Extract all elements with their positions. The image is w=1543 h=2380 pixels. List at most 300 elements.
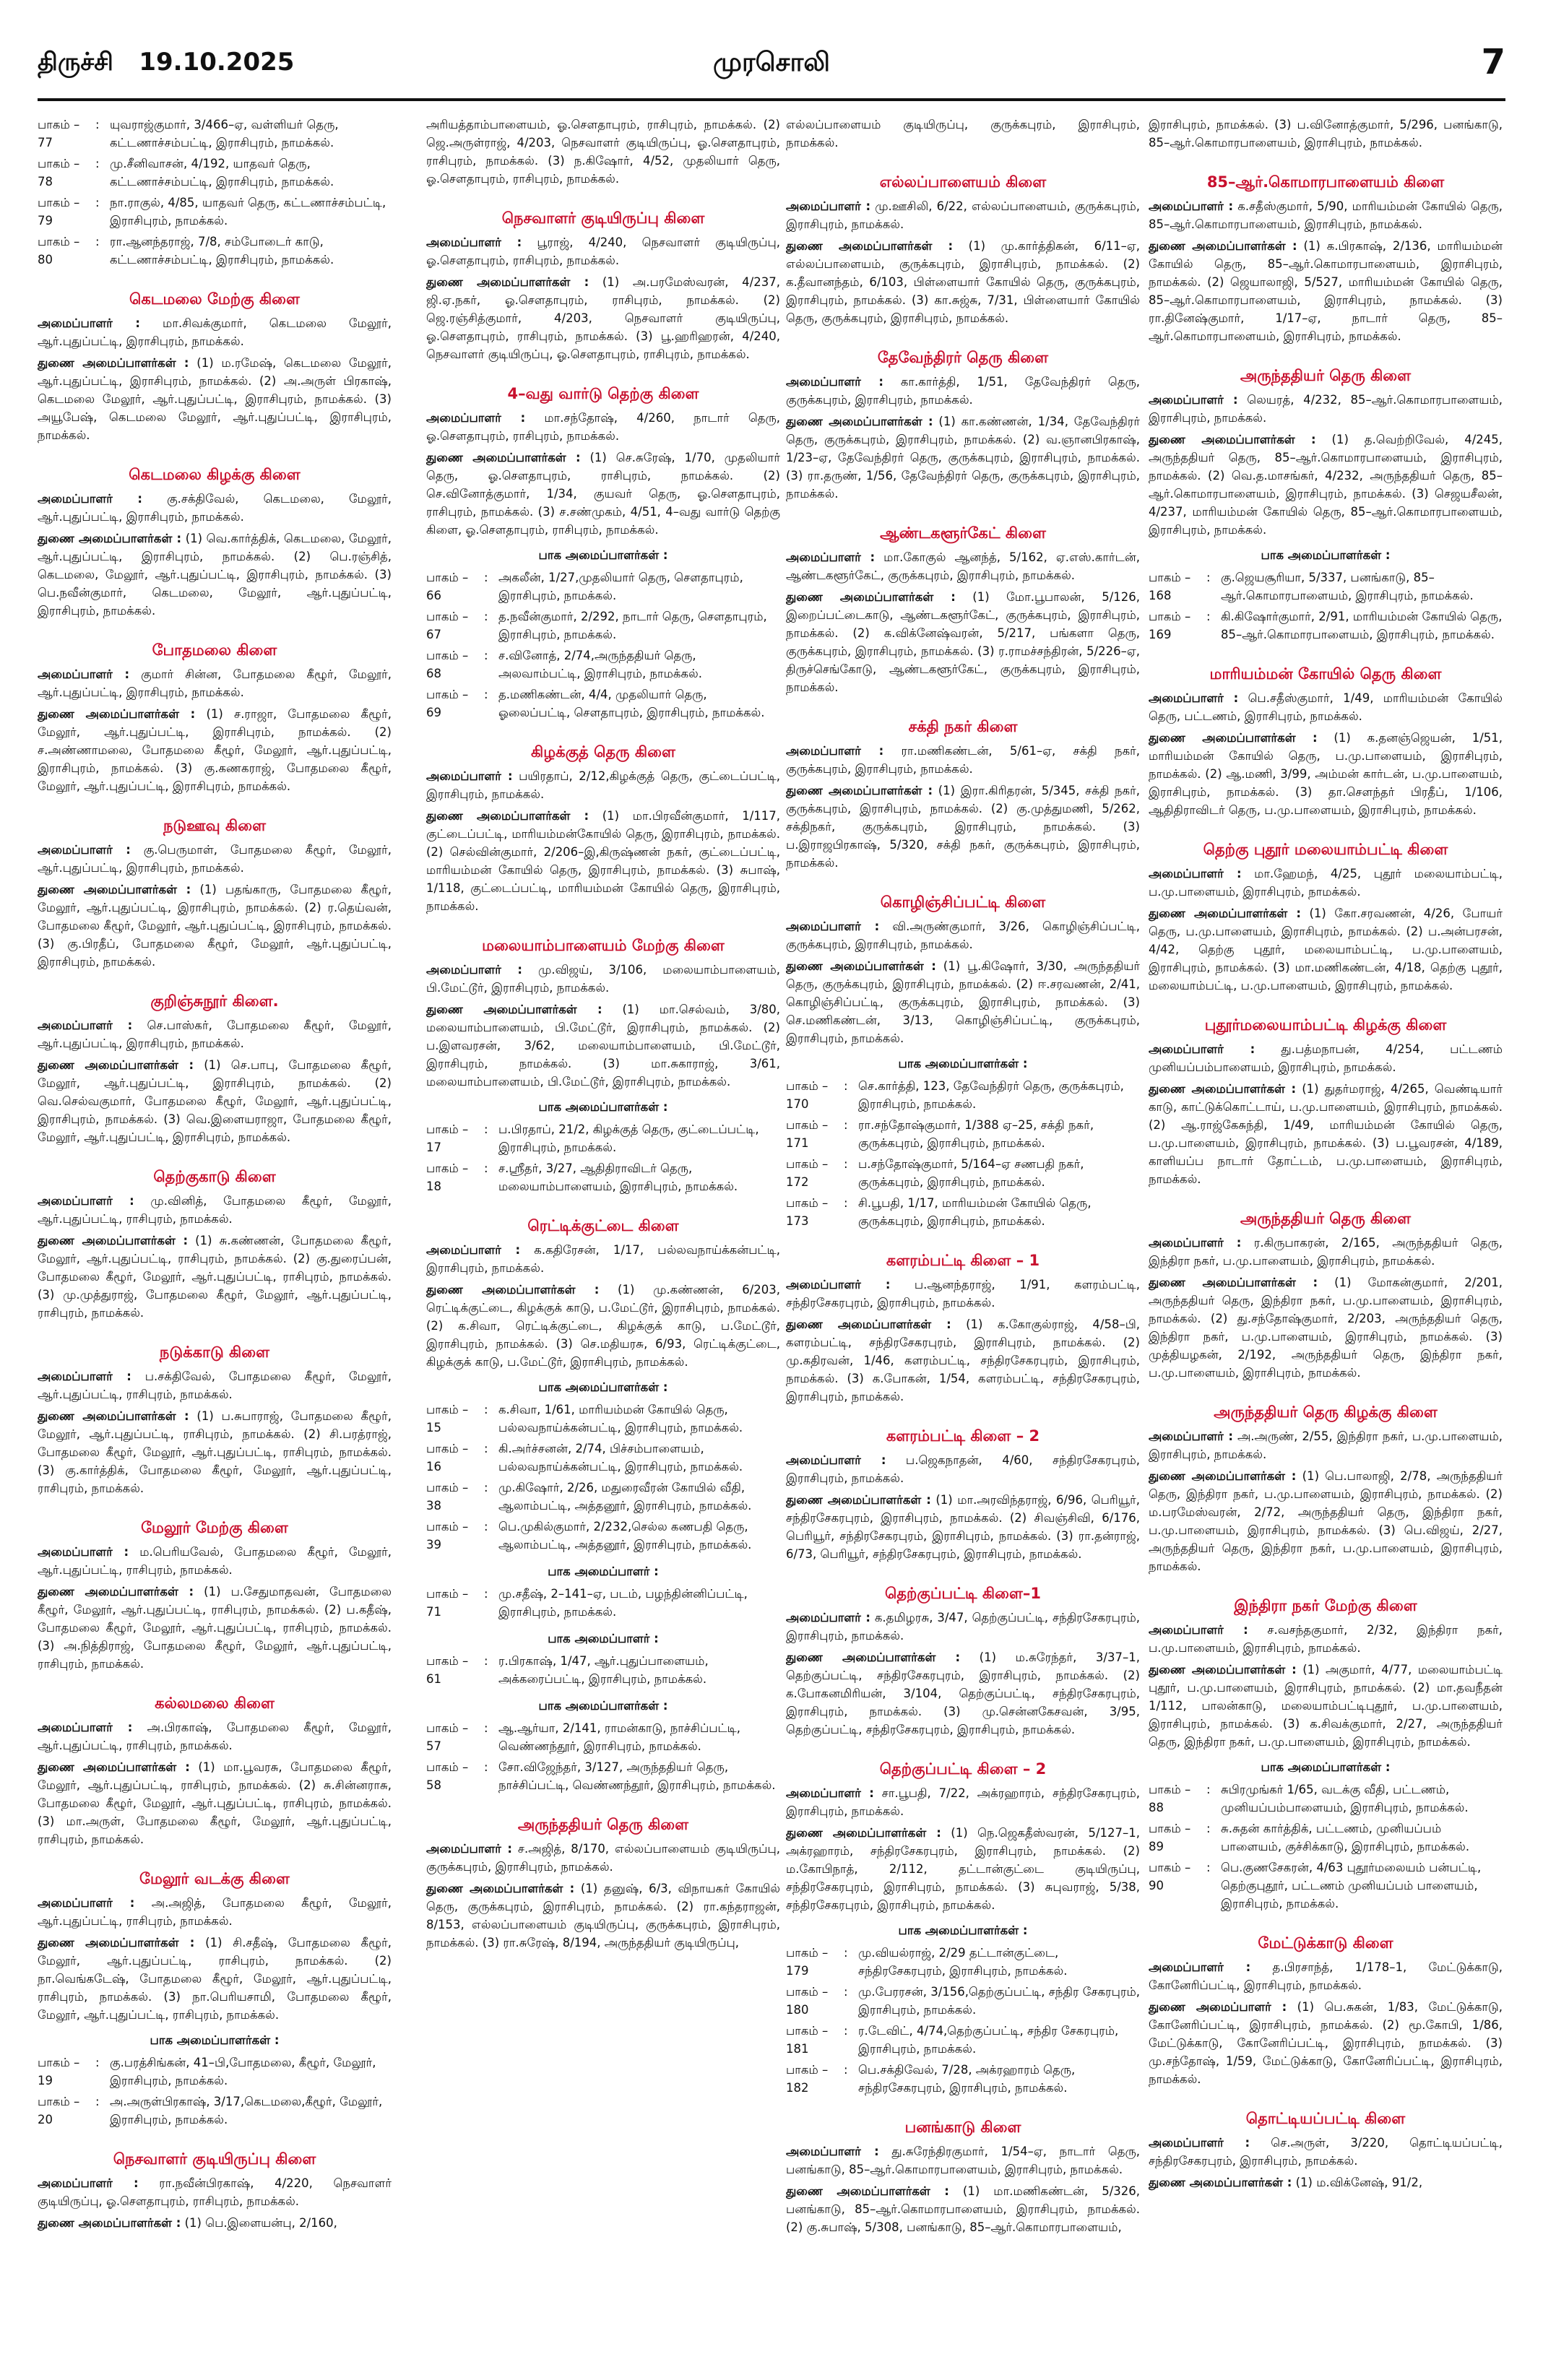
branch-title: மேலூர் வடக்கு கிளை [139,1870,290,1887]
officer-entry [1149,1958,1503,1994]
booth-organizers-heading: பாக அமைப்பாளர்கள் : [538,1380,668,1394]
officer-details: (1) கா.கண்ணன், 1/34, தேவேந்திரர் தெரு, குருக்கபுரம், இராசிபுரம், நாமக்கல். (2) வ.ஞானபிரகாஷ், 1/23–ஏ, தேவேந்திரர் தெரு, குருக்கபுரம், இராசிபுரம், நாமக்கல். (3) ரா.தருண், 1/56, தேவேந்திரர் தெரு, குருக்கபுரம், இராசிபுரம், நாமக்கல். [786,415,1140,501]
officer-entry [1149,1467,1503,1575]
officer-details: து.சுரேந்திரகுமார், 1/54–ஏ, நாடார் தெரு, பனங்காடு, 85–ஆர்.கொமாரபாளையம், இராசிபுரம், நாமக்கல். [786,2145,1140,2176]
role-label: அமைப்பாளர் : [38,2176,139,2190]
role-label: அமைப்பாளர் : [426,769,513,783]
booth-row [426,1652,780,1688]
officer-details: ப.ஆனந்தராஜ், 1/91, களரம்பட்டி, சந்திரசேகரபுரம், இராசிபுரம், நாமக்கல். [786,1278,1140,1310]
role-label: அமைப்பாளர் : [38,667,130,681]
colon-separator: : [844,1196,848,1210]
role-label: துணை அமைப்பாளர்கள் : [426,809,589,823]
branch-title: ரெட்டிக்குட்டை கிளை [527,1217,679,1234]
branch-title: தொட்டியப்பட்டி கிளை [1245,2110,1406,2127]
officer-details: பயிரதாப், 2/12,கிழக்குத் தெரு, குட்டைப்பட்டி, இராசிபுரம், நாமக்கல். [426,769,780,801]
booth-row [426,1518,780,1554]
booth-details: யுவராஜ்குமார், 3/466–ஏ, வள்ளியர் தெரு, கட்டணாச்சம்பட்டி, இராசிபுரம், நாமக்கல். [110,118,339,150]
officer-entry [1149,689,1503,725]
officer-entry [1149,1080,1503,1188]
officer-entry [38,1543,392,1579]
officer-entry [38,1934,392,2024]
officer-details: மா.ஹேமந், 4/25, புதூர் மலையாம்பட்டி, ப.மு.பாளையம், இராசிபுரம், நாமக்கல். [1149,867,1503,899]
officer-entry [786,1276,1140,1312]
branch-section [38,992,392,1146]
officer-details: (1) துதர்மராஜ், 4/265, வெண்டியார் காடு, காட்டுக்கொட்டாய், ப.மு.பாளையம், இராசிபுரம், நாமக்கல். (2) ஆ.ராஜ்கேசுந்தி, 1/49, மாரியம்மன் கோயில் தெரு, ப.மு.பாளையம், இராசிபுரம், நாமக்கல். (3) ப.பூவரசன், 4/189, காளியப்ப நாடார் தோட்டம், ப.மு.பாளையம், இராசிபுரம், நாமக்கல். [1149,1082,1503,1186]
officer-details: (1) பதங்காரு, போதமலை கீழூர், மேலூர், ஆர்.புதுப்பட்டி, இராசிபுரம், நாமக்கல். (2) ர.தெய்வன், போதமலை கீழூர், மேலூர், ஆர்.புதுப்பட்டி, இராசிபுரம், நாமக்கல். (3) கு.பிரதீப், போதமலை கீழூர், மேலூர், ஆர்.புதுப்பட்டி, இராசிபுரம், நாமக்கல். [38,883,392,969]
booth-details: ஆ.ஆர்யா, 2/141, ராமன்காடு, நாச்சிப்பட்டி, வெண்ணந்தூர், இராசிபுரம், நாமக்கல். [498,1721,741,1753]
branch-section [786,524,1140,696]
booth-number: பாகம் – 169 [1149,610,1191,641]
booth-row [426,646,780,683]
branch-section [38,290,392,444]
officer-details: (1) க.தனஞ்ஜெயன், 1/51, மாரியம்மன் கோயில் தெரு, ப.மு.பாளையம், இராசிபுரம், நாமக்கல். (2) ஆ.மணி, 3/99, அம்மன் கார்டன், ப.மு.பாளையம், இராசிபுரம், நாமக்கல். (3) தா.சௌந்தர் பிரதீப், 1/106, ஆதிதிராவிடர் தெரு, ப.மு.பாளையம், இராசிபுரம், நாமக்கல். [1149,731,1503,817]
role-label: துணை அமைப்பாளர்கள் : [38,1585,194,1598]
role-label: துணை அமைப்பாளர்கள் : [786,1317,951,1331]
colon-separator: : [484,1587,488,1601]
officer-details: (1) ச.ராஜா, போதமலை கீழூர், மேலூர், ஆர்.புதுப்பட்டி, இராசிபுரம், நாமக்கல். (2) ச.அண்ணாமலை, போதமலை கீழூர், மேலூர், ஆர்.புதுப்பட்டி, இராசிபுரம், நாமக்கல். (3) கு.கணகராஜ், போதமலை கீழூர், மேலூர், ஆர்.புதுப்பட்டி, இராசிபுரம், நாமக்கல். [38,707,392,793]
role-label: துணை அமைப்பாளர்கள் : [1149,1082,1297,1096]
branch-section [1149,367,1503,644]
officer-entry [38,880,392,971]
officer-entry [426,961,780,997]
officer-details: க.சதீஸ்குமார், 5/90, மாரியம்மன் கோயில் தெரு, 85–ஆர்.கொமாரபாளையம், இராசிபுரம், நாமக்கல். [1149,199,1503,231]
officer-entry [786,1784,1140,1820]
officer-entry [786,1648,1140,1739]
branch-title: போதமலை கிளை [152,641,277,659]
officer-details: (1) கோ.சரவணன், 4/26, போயர் தெரு, ப.மு.பாளையம், இராசிபுரம், நாமக்கல். (2) ப.அன்பரசன், 4/42, தெற்கு புதூர், மலையாம்பட்டி, ப.மு.பாளையம், இராசிபுரம், நாமக்கல். (3) மா.மணிகண்டன், 4/18, தெற்கு புதூர், மலையாம்பட்டி, ப.மு.பாளையம், இராசிபுரம், நாமக்கல். [1149,906,1503,992]
booth-number: பாகம் – 66 [426,571,469,602]
booth-number: பாகம் – 168 [1149,571,1191,602]
role-label: துணை அமைப்பாளர்கள் : [1149,731,1318,745]
branch-section [426,1697,780,1794]
booth-number: பாகம் – 19 [38,2056,80,2087]
booth-details: கு.பரத்சிங்கன், 41–பி,போதமலை, கீழூர், மேலூர், இராசிபுரம், நாமக்கல். [110,2056,376,2087]
role-label: துணை அமைப்பாளர்கள் : [1149,1663,1297,1676]
officer-entry [786,548,1140,584]
branch-title: கல்லமலை கிளை [155,1695,275,1712]
role-label: துணை அமைப்பாளர்கள் : [426,451,581,464]
booth-number: பாகம் – 88 [1149,1783,1191,1814]
officer-entry [38,1016,392,1052]
officer-details: (1) பெ.இளையன்பு, 2/160, [184,2216,337,2230]
booth-row [426,568,780,605]
branch-section [1149,1934,1503,2088]
colon-separator: : [484,649,488,662]
officer-entry [786,2142,1140,2178]
role-label: அமைப்பாளர் : [1149,393,1238,407]
booth-row [1149,1780,1503,1817]
officer-entry [1149,729,1503,819]
branch-title: தெற்குப்பட்டி கிளை–1 [885,1585,1041,1602]
booth-details: ரா.ஆனந்தராஜ், 7/8, சம்போடைர் காடு, கட்டணாச்சம்பட்டி, இராசிபுரம், நாமக்கல். [110,235,334,267]
officer-entry [426,233,780,269]
booth-number: பாகம் – 17 [426,1122,469,1154]
colon-separator: : [844,1946,848,1960]
officer-details: (1) நெ.ஜெகதீஸ்வரன், 5/127–1, அக்ரஹாரம், சந்திரசேகரபுரம், இராசிபுரம், நாமக்கல். (2) ம.கோபிநாத், 2/112, தட்டான்குட்டை குடியிருப்பு, சந்திரசேகரபுரம், இராசிபுரம், நாமக்கல். (3) சுபுவராஜ், 5/38, சந்திரசேகரபுரம், இராசிபுரம், நாமக்கல். [786,1826,1140,1912]
branch-section [1149,1016,1503,1188]
role-label: அமைப்பாளர் : [786,919,880,933]
role-label: அமைப்பாளர் : [38,492,143,506]
booth-details: அ.அருள்பிரகாஷ், 3/17,கெடமலை,கீழூர், மேலூர், இராசிபுரம், நாமக்கல். [110,2095,383,2126]
booth-number: பாகம் – 16 [426,1442,469,1474]
issue-date: 19.10.2025 [139,48,295,77]
booth-details: மு.பேரரசன், 3/156,தெற்குப்பட்டி, சந்திர சேகரபுரம், இராசிபுரம், நாமக்கல். [858,1985,1140,2017]
booth-number: பாகம் – 181 [786,2024,829,2056]
branch-title: கொழிஞ்சிப்பட்டி கிளை [880,893,1046,911]
colon-separator: : [484,1520,488,1533]
booth-details: சோ.விஜேந்தர், 3/127, அருந்ததியர் தெரு, நாச்சிப்பட்டி, வெண்ணந்தூர், இராசிபுரம், நாமக்கல். [498,1760,776,1792]
officer-details: மா.கோகுல் ஆனந்த், 5/162, ஏ.எஸ்.கார்டன், ஆண்டகளூர்கேட், குருக்கபுரம், இராசிபுரம், நாமக்கல். [786,550,1140,582]
branch-title: களரம்பட்டி கிளை – 1 [886,1252,1040,1269]
role-label: துணை அமைப்பாளர்கள் : [38,1760,190,1774]
colon-separator: : [484,1122,488,1136]
officer-details: (1) தனுஷ், 6/3, விநாயகர் கோயில் தெரு, குருக்கபுரம், இராசிபுரம், நாமக்கல். (2) ரா.கந்தராஜன், 8/153, எல்லப்பாளையம் குடியிருப்பு, குருக்கபுரம், இராசிபுரம், நாமக்கல். (3) ரா.சுரேஷ், 8/194, அருந்ததியர் குடியிருப்பு, [426,1882,780,1950]
role-label: துணை அமைப்பாளர்கள் : [786,959,936,973]
colon-separator: : [484,1442,488,1455]
branch-section [426,116,780,188]
officer-details: (1) மோ.பூபாலன், 5/126, இறைப்பட்டைகாடு, ஆண்டகளூர்கேட், குருக்கபுரம், இராசிபுரம், நாமக்கல். (2) க.விக்னேஷ்வரன், 5/217, பங்களா தெரு, குருக்கபுரம், இராசிபுரம், நாமக்கல். (3) ர.ராமச்சந்திரன், 5/226–ஏ, திருச்செங்கோடு, ஆண்டகளூர்கேட், குருக்கபுரம், இராசிபுரம், நாமக்கல். [786,590,1140,694]
officer-entry [786,1315,1140,1406]
officer-details: (1) க.பிரகாஷ், 2/136, மாரியம்மன் கோயில் தெரு, 85–ஆர்.கொமாரபாளையம், இராசிபுரம், நாமக்கல். (2) ஜெயாலாஜி, 5/527, மாரியம்மன் கோயில் தெரு, 85–ஆர்.கொமாரபாளையம், இராசிபுரம், நாமக்கல். (3) ரா.தினேஷ்குமார், 1/17–ஏ, நாடார் தெரு, 85–ஆர்.கொமாரபாளையம், இராசிபுரம், நாமக்கல். [1149,239,1503,343]
booth-row [426,1440,780,1476]
officer-entry [786,2182,1140,2236]
colon-separator: : [484,1403,488,1416]
officer-entry [426,449,780,539]
booth-row [426,1719,780,1755]
booth-details: கி.அர்ச்சனன், 2/74, பிச்சம்பாளையம், பல்லவநாய்க்கன்பட்டி, இராசிபுரம், நாமக்கல். [498,1442,743,1474]
booth-row [38,155,392,191]
officer-entry [38,314,392,350]
role-label: அமைப்பாளர் : [38,1545,129,1559]
role-label: துணை அமைப்பாளர்கள் : [38,1058,194,1072]
booth-organizers-heading: பாக அமைப்பாளர்கள் : [898,1924,1028,1937]
role-label: அமைப்பாளர் : [786,199,871,213]
officer-details: ச.அஜித், 8/170, எல்லப்பாளையம் குடியிருப்பு, குருக்கபுரம், இராசிபுரம், நாமக்கல். [426,1842,780,1874]
colon-separator: : [844,2063,848,2077]
branch-title: புதூர்மலையாம்பட்டி கிழக்கு கிளை [1204,1016,1447,1034]
officer-details: க.கதிரேசன், 1/17, பல்லவநாய்க்கன்பட்டி, இராசிபுரம், நாமக்கல். [426,1243,780,1275]
branch-title: தேவேந்திரர் தெரு கிளை [877,349,1049,366]
officer-entry [38,1407,392,1497]
booth-details: அகலீன், 1/27,முதலியார் தெரு, சௌதாபுரம், இராசிபுரம், நாமக்கல். [498,571,743,602]
branch-section [38,466,392,620]
officer-entry [38,1192,392,1228]
role-label: அமைப்பாளர் : [426,1243,521,1257]
booth-details: ர.பிரகாஷ், 1/47, ஆர்.புதுப்பாளையம், அக்கரைப்பட்டி, இராசிபுரம், நாமக்கல். [498,1654,709,1686]
branch-section [38,641,392,795]
role-label: அமைப்பாளர் : [38,1369,131,1383]
branch-section [1149,116,1503,152]
officer-entry [1149,2173,1503,2191]
booth-organizers-heading: பாக அமைப்பாளர்கள் : [538,1699,668,1713]
colon-separator: : [1206,1861,1211,1874]
booth-row [426,1479,780,1515]
role-label: அமைப்பாளர் : [786,1278,891,1291]
officer-details: மு.ஊசிலி, 6/22, எல்லப்பாளையம், குருக்கபுரம், இராசிபுரம், நாமக்கல். [786,199,1140,231]
branch-section [786,349,1140,503]
officer-entry [786,742,1140,778]
officer-entry [786,373,1140,409]
officer-details: (1) பெ.சுகன், 1/83, மேட்டுக்காடு, கோனேரிப்பட்டி, இராசிபுரம், நாமக்கல். (2) மூ.கோபி, 1/86, மேட்டுக்காடு, கோனேரிப்பட்டி, இராசிபுரம், நாமக்கல். (3) மு.சந்தோஷ், 1/59, மேட்டுக்காடு, கோனேரிப்பட்டி, இராசிபுரம், நாமக்கல். [1149,2000,1503,2086]
booth-number: பாகம் – 39 [426,1520,469,1552]
role-label: அமைப்பாளர் : [1149,1236,1242,1250]
booth-details: பெ.குணசேகரன், 4/63 புதூர்மலையம் பன்பட்டி, தெற்குபுதூர், பட்டணம் முனியப்பம் பாளையம், இராசிபுரம், நாமக்கல். [1221,1861,1482,1911]
role-label: துணை அமைப்பாளர்கள் : [786,415,933,428]
colon-separator: : [95,235,100,248]
officer-details: (1) ம.விக்னேஷ், 91/2, [1295,2176,1423,2189]
officer-details: (1) க.கோகுல்ராஜ், 4/58–பி, களரம்பட்டி, சந்திரசேகரபுரம், இராசிபுரம், நாமக்கல். (2) மு.கதிரவன், 1/46, களரம்பட்டி, சந்திரசேகரபுரம், இராசிபுரம், நாமக்கல். (3) க.போகன், 1/54, களரம்பட்டி, சந்திரசேகரபுரம், இராசிபுரம், நாமக்கல். [786,1317,1140,1403]
booth-details: சி.பூபதி, 1/17, மாரியம்மன் கோயில் தெரு, குருக்கபுரம், இராசிபுரம், நாமக்கல். [858,1196,1092,1228]
officer-details: (1) மு.கண்ணன், 6/203, ரெட்டிக்குட்டை, கிழக்குக் காடு, ப.மேட்டூர், இராசிபுரம், நாமக்கல். (2) க.சிவா, ரெட்டிக்குட்டை, கிழக்குக் காடு, ப.மேட்டூர், இராசிபுரம், நாமக்கல். (3) செ.மதியரசு, 6/93, ரெட்டிக்குட்டை, கிழக்குக் காடு, ப.மேட்டூர், இராசிபுரம், நாமக்கல். [426,1283,780,1369]
booth-row [38,2054,392,2090]
branch-title: நடுக்காடு கிளை [159,1343,270,1361]
officer-details: (1) சு.கண்ணன், போதமலை கீழூர், மேலூர், ஆர்.புதுப்பட்டி, ராசிபுரம், நாமக்கல். (2) கு.துரைப்பன், போதமலை கீழூர், மேலூர், ஆர்.புதுப்பட்டி, ராசிபுரம், நாமக்கல். (3) மு.முத்துராஜ், போதமலை கீழூர், மேலூர், ஆர்.புதுப்பட்டி, ராசிபுரம், நாமக்கல். [38,1234,392,1320]
branch-section [426,1217,780,1554]
officer-entry [1149,2134,1503,2170]
role-label: அமைப்பாளர் : [1149,1042,1255,1056]
booth-row [1149,607,1503,644]
branch-title: அருந்ததியர் தெரு கிளை [1240,367,1412,384]
branch-section [1149,2110,1503,2191]
branch-section [426,1816,780,1952]
booth-details: த.நவீன்குமார், 2/292, நாடார் தெரு, சௌதாபுரம், இராசிபுரம், நாமக்கல். [498,610,767,641]
officer-entry [786,782,1140,872]
officer-entry [786,116,1140,152]
role-label: துணை அமைப்பாளர்கள் : [1149,2176,1292,2189]
branch-section [38,817,392,971]
officer-entry [1149,1661,1503,1751]
booth-organizers-heading: பாக அமைப்பாளர்கள் : [538,1100,668,1114]
colon-separator: : [95,2095,100,2108]
booth-row [426,607,780,644]
officer-entry [38,490,392,526]
officer-details: (1) செ.பாபு, போதமலை கீழூர், மேலூர், ஆர்.புதுப்பட்டி, இராசிபுரம், நாமக்கல். (2) வெ.செல்வகுமார், போதமலை கீழூர், மேலூர், ஆர்.புதுப்பட்டி, இராசிபுரம், நாமக்கல். (3) வெ.இளையராஜா, போதமலை கீழூர், மேலூர், ஆர்.புதுப்பட்டி, இராசிபுரம், நாமக்கல். [38,1058,392,1144]
officer-entry [426,807,780,915]
officer-entry [38,1718,392,1754]
booth-details: செ.கார்த்தி, 123, தேவேந்திரர் தெரு, குருக்கபுரம், இராசிபுரம், நாமக்கல். [858,1079,1124,1111]
booth-details: மு.சீனிவாசன், 4/192, யாதவர் தெரு, கட்டணாச்சம்பட்டி, இராசிபுரம், நாமக்கல். [110,157,334,189]
colon-separator: : [484,1654,488,1668]
column-1 [38,116,392,2362]
officer-details: த.பிரசாந்த், 1/178–1, மேட்டுக்காடு, கோனேரிப்பட்டி, இராசிபுரம், நாமக்கல். [1149,1960,1503,1992]
officer-details: (1) மா.மணிகண்டன், 5/326, பனங்காடு, 85–ஆர்.கொமாரபாளையம், இராசிபுரம், நாமக்கல். (2) கு.சுபாஷ், 5/308, பனங்காடு, 85–ஆர்.கொமாரபாளையம், [786,2184,1140,2234]
column-4 [1149,116,1503,2362]
role-label: துணை அமைப்பாளர்கள் : [38,2216,181,2230]
booth-row [38,116,392,152]
booth-number: பாகம் – 61 [426,1654,469,1686]
branch-title: பனங்காடு கிளை [904,2119,1021,2136]
branch-section [786,718,1140,872]
booth-details: மு.சதீஷ், 2–141–ஏ, படம், பழந்தின்னிப்பட்டி, இராசிபுரம், நாமக்கல். [498,1587,748,1619]
officer-entry [1149,904,1503,995]
branch-title: கெடமலை மேற்கு கிளை [129,290,300,308]
branch-title: 4–வது வார்டு தெற்கு கிளை [507,385,699,402]
role-label: அமைப்பாளர் : [38,316,141,330]
booth-details: மு.வியல்ராஜ், 2/29 தட்டான்குட்டை, சந்திரசேகரபுரம், இராசிபுரம், நாமக்கல். [858,1946,1068,1978]
booth-row [1149,1858,1503,1913]
officer-entry [38,1367,392,1403]
branch-title: மலையாம்பாளையம் மேற்கு கிளை [482,937,725,954]
role-label: அமைப்பாளர் : [786,550,876,564]
officer-entry [38,1894,392,1930]
branch-section [38,1695,392,1848]
branch-title: அருந்ததியர் தெரு கிளை [517,1816,689,1833]
role-label: துணை அமைப்பாளர்கள் : [38,1409,189,1423]
booth-details: பெ.சக்திவேல், 7/28, அக்ரஹாரம் தெரு, சந்திரசேகரபுரம், இராசிபுரம், நாமக்கல். [858,2063,1076,2095]
booth-details: ப.பிரதாப், 21/2, கிழக்குத் தெரு, குட்டைப்பட்டி, இராசிபுரம், நாமக்கல். [498,1122,759,1154]
role-label: துணை அமைப்பாளர்கள் : [786,1826,941,1840]
booth-number: பாகம் – 89 [1149,1822,1191,1853]
officer-details: அ.அஜித், போதமலை கீழூர், மேலூர், ஆர்.புதுப்பட்டி, ராசிபுரம், நாமக்கல். [38,1896,392,1928]
colon-separator: : [95,2056,100,2069]
branch-section [1149,173,1503,345]
colon-separator: : [95,196,100,209]
role-label: துணை அமைப்பாளர்கள் : [426,1003,602,1016]
booth-number: பாகம் – 171 [786,1118,829,1150]
role-label: துணை அமைப்பாளர்கள் : [1149,1469,1297,1483]
officer-entry [38,841,392,877]
role-label: அமைப்பாளர் : [1149,867,1242,880]
officer-entry [426,1000,780,1091]
officer-details: குமார் சின்ன, போதமலை கீழூர், மேலூர், ஆர்.புதுப்பட்டி, இராசிபுரம், நாமக்கல். [38,667,392,699]
booth-organizers-heading: பாக அமைப்பாளர் : [548,1565,659,1578]
edition-city: திருச்சி [38,48,113,77]
officer-entry [38,705,392,795]
role-label: துணை அமைப்பாளர்கள் : [38,883,191,896]
role-label: அமைப்பாளர் : [1149,1429,1233,1443]
role-label: அமைப்பாளர் : [426,963,523,977]
officer-details: அ.பிரகாஷ், போதமலை கீழூர், மேலூர், ஆர்.புதுப்பட்டி, ராசிபுரம், நாமக்கல். [38,1721,392,1752]
booth-details: ப.சந்தோஷ்குமார், 5/164–ஏ சணபதி நகர், குருக்கபுரம், இராசிபுரம், நாமக்கல். [858,1157,1084,1189]
officer-entry [786,1824,1140,1914]
branch-title: சக்தி நகர் கிளை [908,718,1018,735]
booth-number: பாகம் – 18 [426,1161,469,1193]
officer-entry [1149,1998,1503,2088]
booth-number: பாகம் – 77 [38,118,80,150]
header-rule [38,98,1505,101]
role-label: அமைப்பாளர் : [38,1018,133,1032]
branch-section [786,116,1140,152]
branch-title: தெற்குப்பட்டி கிளை – 2 [879,1760,1047,1778]
officer-details: ரா.மணிகண்டன், 5/61–ஏ, சக்தி நகர், குருக்கபுரம், இராசிபுரம், நாமக்கல். [786,744,1140,776]
officer-details: து.பத்மநாபன், 4/254, பட்டணம் முனியப்பம்பாளையம், இராசிபுரம், நாமக்கல். [1149,1042,1503,1074]
branch-title: நடுஊவு கிளை [163,817,267,834]
officer-details: (1) ப.சுபாராஜ், போதமலை கீழூர், மேலூர், ஆர்.புதுப்பட்டி, ராசிபுரம், நாமக்கல். (2) சி.பரத்ராஜ், போதமலை கீழூர், மேலூர், ஆர்.புதுப்பட்டி, ராசிபுரம், நாமக்கல். (3) கு.கார்த்திக், போதமலை கீழூர், மேலூர், ஆர்.புதுப்பட்டி, ராசிபுரம், நாமக்கல். [38,1409,392,1495]
officer-entry [38,2174,392,2210]
officer-details: க.தமிழரசு, 3/47, தெற்குப்பட்டி, சந்திரசேகரபுரம், இராசிபுரம், நாமக்கல். [786,1611,1140,1643]
booth-details: நா.ராகுல், 4/85, யாதவர் தெரு, கட்டணாச்சம்பட்டி, இராசிபுரம், நாமக்கல். [110,196,386,228]
branch-title: மேலூர் மேற்கு கிளை [141,1519,288,1536]
branch-title: தெற்குகாடு கிளை [153,1168,276,1185]
role-label: அமைப்பாளர் : [1149,1960,1251,1974]
branch-section [786,1252,1140,1406]
officer-details: ப.ஜெகநாதன், 4/60, சந்திரசேகரபுரம், இராசிபுரம், நாமக்கல். [786,1453,1140,1485]
booth-number: பாகம் – 38 [426,1481,469,1513]
booth-number: பாகம் – 20 [38,2095,80,2126]
officer-details: இராசிபுரம், நாமக்கல். (3) ப.வினோத்குமார், 5/296, பனங்காடு, 85–ஆர்.கொமாரபாளையம், இராசிபுரம், நாமக்கல். [1149,118,1503,150]
officer-entry [426,409,780,445]
colon-separator: : [844,1985,848,1999]
officer-details: (1) மா.பிரவீன்குமார், 1/117, குட்டைப்பட்டி, மாரியம்மன்கோயில் தெரு, இராசிபுரம், நாமக்கல். (2) செல்வின்குமார், 2/206–இ,கிருஷ்ணன் நகர், குட்டைப்பட்டி, மாரியம்மன் கோயில் தெரு, இராசிபுரம், நாமக்கல். (3) சுபாஷ், 1/118, குட்டைப்பட்டி, மாரியம்மன் கோயில் தெரு, இராசிபுரம், நாமக்கல். [426,809,780,913]
colon-separator: : [484,1161,488,1175]
officer-entry [1149,197,1503,233]
branch-section [786,1585,1140,1739]
branch-title: கிழக்குத் தெரு கிளை [531,743,675,761]
officer-details: ரா.நவீன்பிரகாஷ், 4/220, நெசவாளர் குடியிருப்பு, ஓ.சௌதாபுரம், ராசிபுரம், நாமக்கல். [38,2176,392,2208]
role-label: அமைப்பாளர் : [38,1194,134,1208]
colon-separator: : [484,1760,488,1774]
role-label: துணை அமைப்பாளர்கள் : [1149,1276,1318,1289]
role-label: துணை அமைப்பாளர்கள் : [426,275,589,289]
officer-entry [1149,391,1503,427]
branch-section [38,2150,392,2232]
role-label: துணை அமைப்பாளர்கள் : [38,707,196,721]
booth-organizers-heading: பாக அமைப்பாளர் : [548,1632,659,1645]
booth-details: ச.வினோத், 2/74,அருந்ததியர் தெரு, அலவாம்பட்டி, இராசிபுரம், நாமக்கல். [498,649,702,680]
branch-section [786,2119,1140,2236]
role-label: அமைப்பாளர் : [786,2145,879,2158]
booth-row [426,685,780,722]
booth-organizers-heading: பாக அமைப்பாளர்கள் : [1261,548,1391,562]
booth-row [1149,568,1503,605]
role-label: அமைப்பாளர் : [786,1453,886,1467]
officer-details: (1) அ.பரமேஸ்வரன், 4/237, ஜி.ஏ.நகர், ஓ.சௌதாபுரம், ராசிபுரம், நாமக்கல். (2) ஜெ.ரஞ்சித்குமார், 4/203, நெசவாளர் குடியிருப்பு, ஓ.சௌதாபுரம், ராசிபுரம், நாமக்கல். (3) பூ.ஹரிஹரன், 4/240, நெசவாளர் குடியிருப்பு, ஓ.சௌதாபுரம், ராசிபுரம், நாமக்கல். [426,275,780,361]
officer-details: (1) மோகன்குமார், 2/201, அருந்ததியர் தெரு, இந்திரா நகர், ப.மு.பாளையம், இராசிபுரம், நாமக்கல். (2) து.சந்தோஷ்குமார், 2/203, அருந்ததியர் தெரு, இந்திரா நகர், ப.மு.பாளையம், இராசிபுரம், நாமக்கல். (3) முத்தியழகன், 2/192, அருந்ததியர் தெரு, இந்திரா நகர், ப.மு.பாளையம், இராசிபுரம், நாமக்கல். [1149,1276,1503,1380]
officer-entry [786,588,1140,696]
officer-details: (1) ப.சேதுமாதவன், போதமலை கீழூர், மேலூர், ஆர்.புதுப்பட்டி, ராசிபுரம், நாமக்கல். (2) ப.கதீஷ், போதமலை கீழூர், மேலூர், ஆர்.புதுப்பட்டி, ராசிபுரம், நாமக்கல். (3) அ.நித்திராஜ், போதமலை கீழூர், மேலூர், ஆர்.புதுப்பட்டி, ராசிபுரம், நாமக்கல். [38,1585,392,1671]
officer-details: (1) மு.கார்த்திகன், 6/11–ஏ, எல்லப்பாளையம், குருக்கபுரம், இராசிபுரம், நாமக்கல். (2) க.தீவானந்தம், 6/103, பிள்ளையார் கோயில் தெரு, குருக்கபுரம், இராசிபுரம், நாமக்கல். (3) கா.சுஜ்சு, 7/31, பிள்ளையார் கோயில் தெரு, குருக்கபுரம், இராசிபுரம், நாமக்கல். [786,239,1140,325]
role-label: அமைப்பாளர் : [1149,199,1234,213]
officer-details: (1) த.வெற்றிவேல், 4/245, அருந்ததியர் தெரு, 85–ஆர்.கொமாரபாளையம், இராசிபுரம், நாமக்கல். (2) வெ.த.மாசங்கர், 4/232, அருந்ததியர் தெரு, 85–ஆர்.கொமாரபாளையம், இராசிபுரம், நாமக்கல். (3) செஜயசீலன், 4/237, மாரியம்மன் கோயில் தெரு, 85–ஆர்.கொமாரபாளையம், இராசிபுரம், நாமக்கல். [1149,433,1503,537]
officer-details: (1) மா.செல்வம், 3/80, மலையாம்பாளையம், பி.மேட்டூர், இராசிபுரம், நாமக்கல். (2) ப.இளவரசன், 3/62, மலையாம்பாளையம், பி.மேட்டூர், இராசிபுரம், நாமக்கல். (3) மா.சுகாராஜ், 3/61, மலையாம்பாளையம், பி.மேட்டூர், இராசிபுரம், நாமக்கல். [426,1003,780,1089]
officer-details: சா.பூபதி, 7/22, அக்ரஹாரம், சந்திரசேகரபுரம், இராசிபுரம், நாமக்கல். [786,1786,1140,1818]
officer-details: மா.சிவக்குமார், கெடமலை மேலூர், ஆர்.புதுப்பட்டி, இராசிபுரம், நாமக்கல். [38,316,392,348]
role-label: துணை அமைப்பாளர்கள் : [1149,906,1301,920]
page-number: 7 [1481,42,1505,82]
officer-entry [786,1491,1140,1563]
colon-separator: : [1206,571,1211,584]
branch-title: 85–ஆர்.கொமாரபாளையம் கிளை [1206,173,1445,191]
branch-section [426,209,780,363]
branch-title: கெடமலை கிழக்கு கிளை [129,466,301,483]
officer-entry [38,1232,392,1322]
booth-number: பாகம் – 172 [786,1157,829,1189]
officer-entry [426,1281,780,1371]
booth-organizers-heading: பாக அமைப்பாளர்கள் : [1261,1760,1391,1774]
role-label: துணை அமைப்பாளர்கள் : [426,1882,575,1895]
booth-number: பாகம் – 179 [786,1946,829,1978]
booth-row [426,1159,780,1195]
colon-separator: : [484,571,488,584]
branch-title: இந்திரா நகர் மேற்கு கிளை [1234,1597,1417,1614]
officer-details: (1) ம.ரமேஷ், கெடமலை மேலூர், ஆர்.புதுப்பட்டி, இராசிபுரம், நாமக்கல். (2) அ.அருள் பிரகாஷ், கெடமலை மேலூர், ஆர்.புதுப்பட்டி, இராசிபுரம், நாமக்கல். (3) அயூபேஷ், கெடமலை மேலூர், ஆர்.புதுப்பட்டி, இராசிபுரம், நாமக்கல். [38,356,392,442]
booth-details: ரா.சந்தோஷ்குமார், 1/388 ஏ–25, சக்தி நகர், குருக்கபுரம், இராசிபுரம், நாமக்கல். [858,1118,1094,1150]
colon-separator: : [844,1157,848,1171]
branch-title: நெசவாளர் குடியிருப்பு கிளை [113,2150,316,2168]
role-label: அமைப்பாளர் : [38,1721,133,1734]
officer-entry [1149,237,1503,345]
branch-section [1149,665,1503,819]
officer-details: அ.அருண், 2/55, இந்திரா நகர், ப.மு.பாளையம், இராசிபுரம், நாமக்கல். [1149,1429,1503,1461]
booth-organizers-heading: பாக அமைப்பாளர்கள் : [538,548,668,562]
branch-section [426,1562,780,1621]
branch-section [38,1870,392,2129]
officer-entry [786,1609,1140,1645]
role-label: அமைப்பாளர் : [426,1842,512,1856]
officer-details: (1) அகுமார், 4/77, மலையாம்பட்டி புதூர், ப.மு.பாளையம், இராசிபுரம், நாமக்கல். (2) மா.தவநீதன் 1/112, பாலன்காடு, மலையாம்பட்டிபுதூர், ப.மு.பாளையம், இராசிபுரம், நாமக்கல். (3) க.சிவக்குமார், 2/27, அருந்ததியர் தெரு, இந்திரா நகர், ப.மு.பாளையம், இராசிபுரம், நாமக்கல். [1149,1663,1503,1749]
booth-row [786,1944,1140,1980]
officer-entry [1149,1273,1503,1382]
